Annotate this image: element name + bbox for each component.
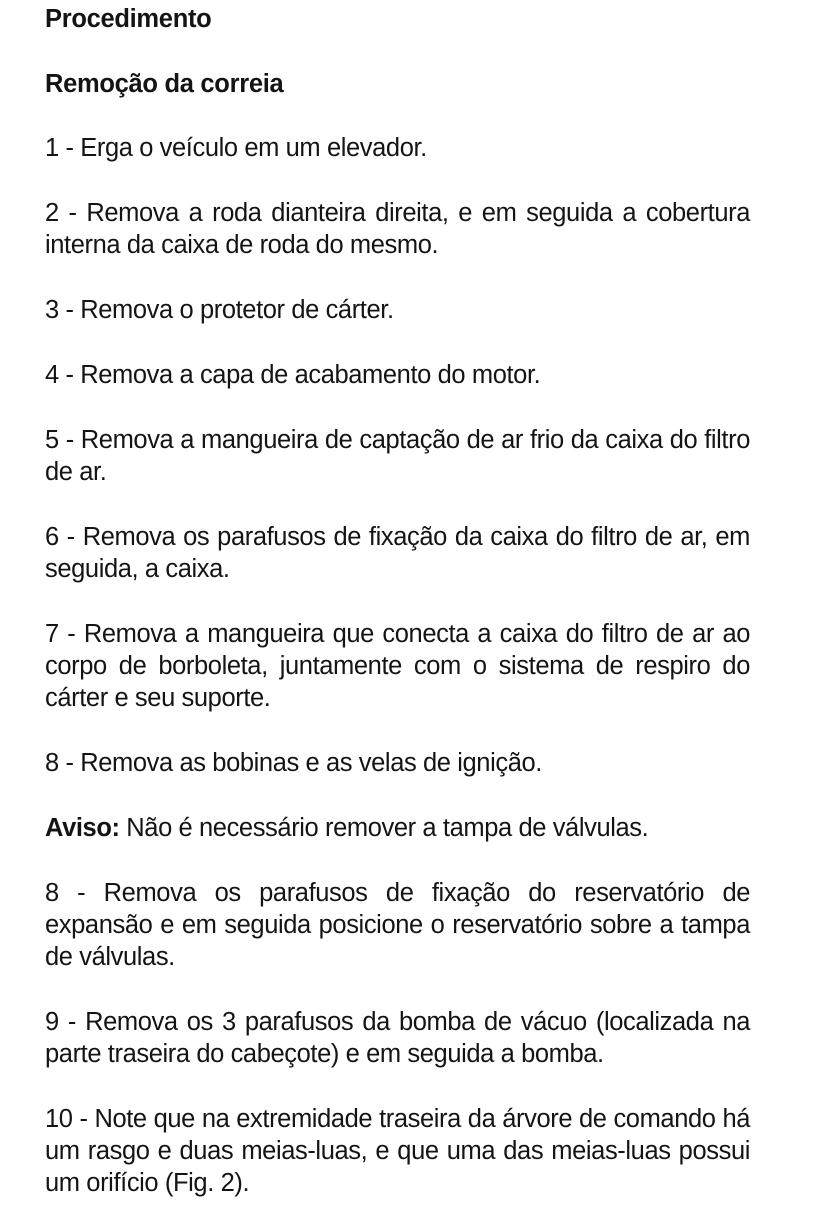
step-item [45, 1006, 750, 1070]
step-text: Erga o veículo em um elevador. [80, 134, 427, 162]
step-item [45, 197, 750, 261]
step-number: 10 - [45, 1105, 88, 1133]
step-text: Remova a capa de acabamento do motor. [80, 361, 541, 389]
step-text: Remova os 3 parafusos da bomba de vácuo (localizada na parte traseira do cabeçote) e em seguida a bomba. [45, 1008, 751, 1068]
section-title: Remoção da correia [45, 70, 284, 98]
step-number: 5 - [45, 426, 74, 454]
step-number: 9 - [45, 1008, 76, 1036]
step-item [45, 294, 750, 326]
step-number: 4 - [45, 361, 74, 389]
step-text: Note que na extremidade traseira da árvore de comando há um rasgo e duas meias-luas, e que uma das meias-luas possui um orifício (Fig. 2). [45, 1105, 751, 1197]
step-number: 1 - [45, 134, 74, 162]
step-text: Remova os parafusos de fixação da caixa do filtro de ar, em seguida, a caixa. [45, 523, 750, 583]
step-text: Remova o protetor de cárter. [80, 296, 394, 324]
notice-text: Não é necessário remover a tampa de válvulas. [126, 814, 649, 842]
step-text: Remova a roda dianteira direita, e em seguida a cobertura interna da caixa de roda do mesmo. [45, 199, 751, 259]
notice-label: Aviso: [45, 814, 120, 842]
step-text: Remova a mangueira que conecta a caixa do filtro de ar ao corpo de borboleta, juntamente com o sistema de respiro do cárter e seu suporte. [45, 620, 751, 712]
notice-paragraph [45, 812, 750, 844]
step-number: 7 - [45, 620, 76, 648]
step-number: 8 - [45, 879, 86, 907]
step-item [45, 747, 750, 779]
step-item [45, 132, 750, 164]
step-number: 6 - [45, 523, 75, 551]
document-page [45, 3, 750, 1199]
step-number: 8 - [45, 749, 74, 777]
step-item [45, 424, 750, 488]
step-item [45, 521, 750, 585]
step-item [45, 359, 750, 391]
step-text: Remova os parafusos de fixação do reservatório de expansão e em seguida posicione o reservatório sobre a tampa de válvulas. [45, 879, 751, 971]
step-text: Remova a mangueira de captação de ar frio da caixa do filtro de ar. [45, 426, 750, 486]
page-title: Procedimento [45, 5, 212, 33]
step-item [45, 877, 750, 973]
step-number: 2 - [45, 199, 77, 227]
step-number: 3 - [45, 296, 74, 324]
step-item [45, 1103, 750, 1199]
step-item [45, 618, 750, 714]
step-text: Remova as bobinas e as velas de ignição. [80, 749, 542, 777]
